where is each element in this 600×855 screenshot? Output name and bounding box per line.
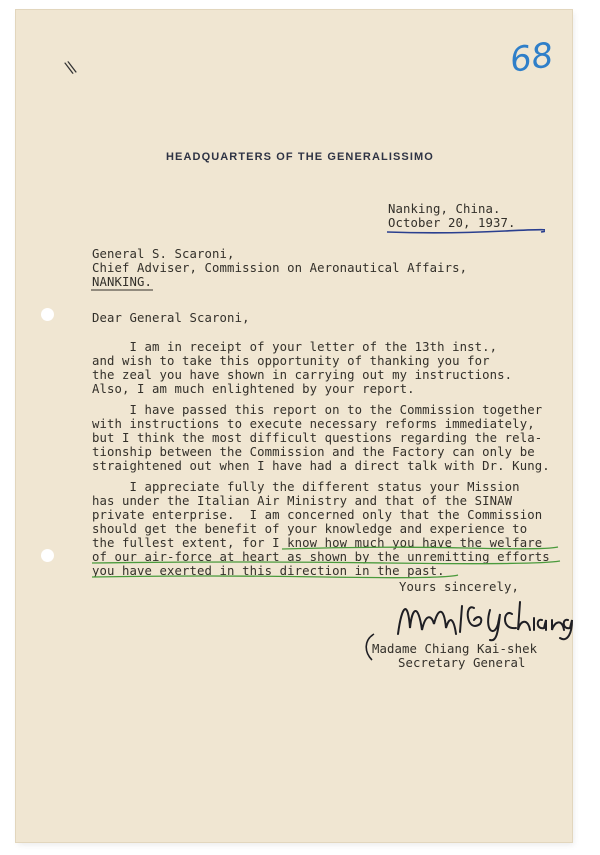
body-line: straightened out when I have had a direct talk with Dr. Kung. [92,459,550,473]
page-number: 68 [507,35,556,81]
salutation: Dear General Scaroni, [92,311,250,325]
body-line: I have passed this report on to the Commission together [92,403,543,417]
signatory-name: Madame Chiang Kai-shek [372,642,538,656]
body-line: with instructions to execute necessary reforms immediately, [92,417,535,431]
handwritten-signature [394,594,574,644]
letterhead: HEADQUARTERS OF THE GENERALISSIMO [166,151,434,163]
date-line: October 20, 1937. [388,216,516,230]
body-line: should get the benefit of your knowledge and experience to [92,522,528,536]
body-line: I appreciate fully the different status your Mission [92,480,520,494]
green-pencil-underline [86,532,566,582]
recipient-line: General S. Scaroni, [92,247,235,261]
body-line: Also, I am much enlightened by your report. [92,382,415,396]
body-line: you have exerted in this direction in the past. [92,564,445,578]
body-line: the fullest extent, for I know how much you have the welfare [92,536,543,550]
signatory-title: Secretary General [398,656,526,670]
body-line: the zeal you have shown in carrying out my instructions. [92,368,513,382]
body-line: has under the Italian Air Ministry and that of the SINAW [92,494,513,508]
body-line: private enterprise. I am concerned only that the Commission [92,508,543,522]
punch-hole-top [41,308,54,321]
place-line: Nanking, China. [388,202,501,216]
punch-hole-bottom [41,549,54,562]
pencil-tick-marks: \\ [62,57,76,78]
recipient-line: NANKING. [92,275,153,289]
recipient-line: Chief Adviser, Commission on Aeronautical Affairs, [92,261,468,275]
closing: Yours sincerely, [399,580,520,594]
nanking-underline [91,288,161,293]
body-line: of our air-force at heart as shown by the unremitting efforts [92,550,550,564]
body-line: but I think the most difficult questions regarding the rela- [92,431,543,445]
body-line: I am in receipt of your letter of the 13th inst., [92,340,498,354]
body-line: tionship between the Commission and the Factory can only be [92,445,535,459]
body-line: and wish to take this opportunity of thanking you for [92,354,490,368]
date-underline [385,228,545,236]
